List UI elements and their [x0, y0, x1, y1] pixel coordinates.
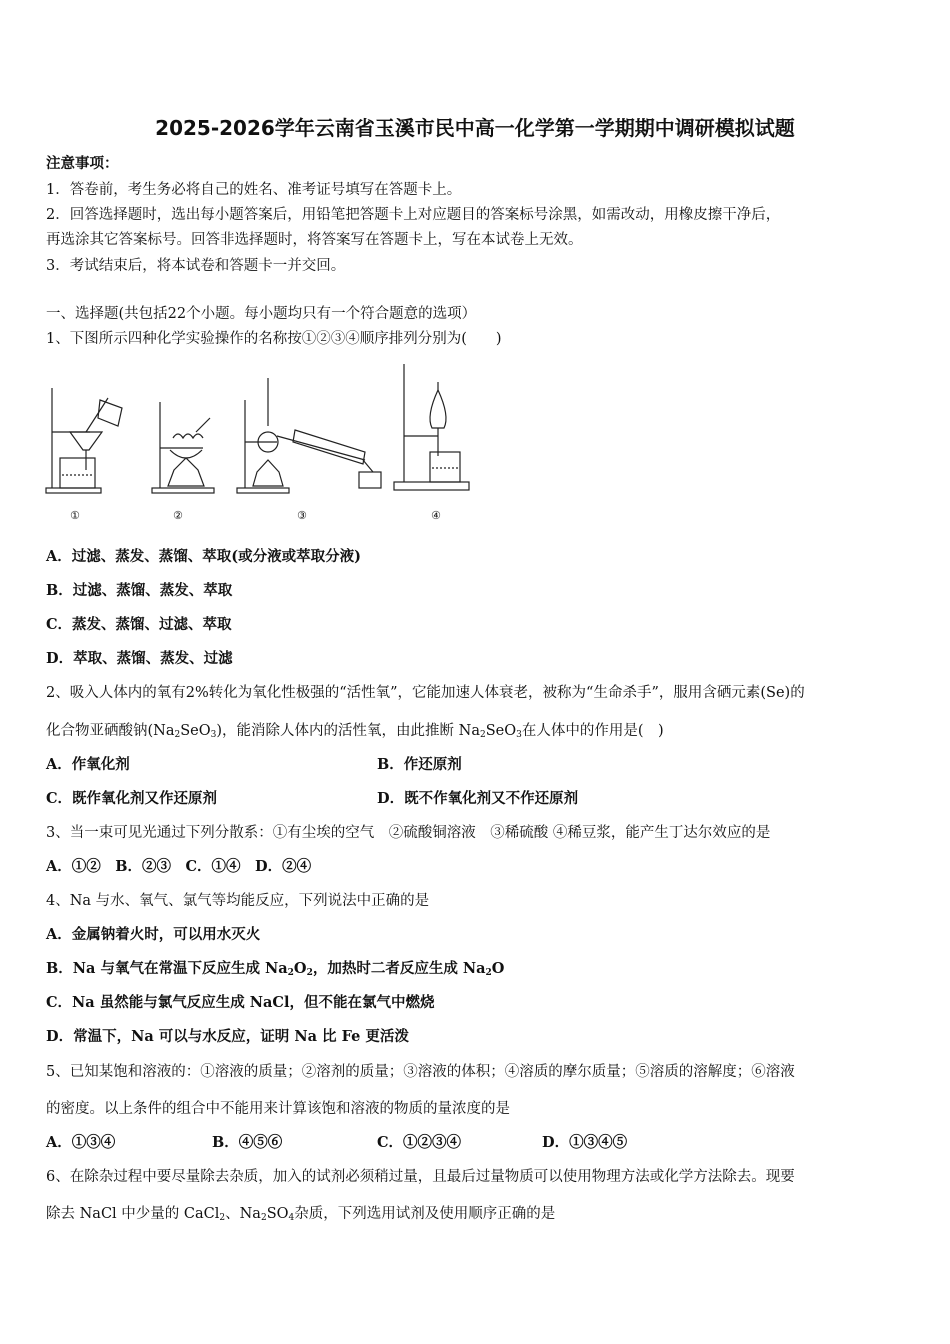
q1-option-a: A．过滤、蒸发、蒸馏、萃取(或分液或萃取分液) — [46, 548, 361, 565]
figure-caption-4: ④ — [431, 509, 441, 522]
question-6-stem-line2: 除去 NaCl 中少量的 CaCl$_2$、$Na_2SO_4$杂质，下列选用试剂及使用顺序正确的是 — [46, 1206, 556, 1223]
q4-option-b: B．Na 与氧气在常温下反应生成 $Na_2O_2$，加热时二者反应生成 $Na_2O$ — [46, 960, 505, 978]
q2-option-c: C．既作氧化剂又作还原剂 — [46, 790, 218, 807]
figure-caption-2: ② — [173, 509, 183, 522]
section-heading: 一、选择题(共包括22个小题。每小题均只有一个符合题意的选项） — [46, 306, 477, 322]
q1-option-c: C．蒸发、蒸馏、过滤、萃取 — [46, 616, 232, 633]
q5-option-d: D．①③④⑤ — [542, 1134, 628, 1151]
figure-caption-1: ① — [70, 509, 80, 522]
question-1-stem: 1、下图所示四种化学实验操作的名称按①②③④顺序排列分别为( ) — [46, 331, 502, 347]
q2-option-b: B．作还原剂 — [377, 756, 462, 773]
question-2-stem-line1: 2、吸入人体内的氧有2%转化为氧化性极强的“活性氧”，它能加速人体衰老，被称为“生命杀手”，服用含硒元素(Se)的 — [46, 685, 805, 701]
question-4-stem: 4、Na 与水、氧气、氯气等均能反应，下列说法中正确的是 — [46, 893, 430, 909]
q1-option-b: B．过滤、蒸馏、蒸发、萃取 — [46, 582, 233, 599]
page-title: 2025-2026学年云南省玉溪市民中高一化学第一学期期中调研模拟试题 — [155, 116, 795, 140]
filtration-apparatus — [46, 388, 122, 493]
question-5-stem-line1: 5、已知某饱和溶液的：①溶液的质量；②溶剂的质量；③溶液的体积；④溶质的摩尔质量；⑤溶质的溶解度；⑥溶液 — [46, 1064, 795, 1080]
question-3-stem: 3、当一束可见光通过下列分散系：①有尘埃的空气 ②硫酸铜溶液 ③稀硫酸 ④稀豆浆，能产生丁达尔效应的是 — [46, 825, 771, 841]
notice-item-2: 2．回答选择题时，选出每小题答案后，用铅笔把答题卡上对应题目的答案标号涂黑，如需改动，用橡皮擦干净后， — [46, 207, 781, 223]
evaporation-apparatus — [152, 402, 214, 493]
q4-option-d: D．常温下，Na 可以与水反应，证明 Na 比 Fe 更活泼 — [46, 1028, 409, 1045]
notice-item-2-cont: 再选涂其它答案标号。回答非选择题时，将答案写在答题卡上，写在本试卷上无效。 — [46, 232, 583, 248]
apparatus-figure — [40, 360, 480, 500]
distillation-apparatus — [237, 378, 381, 493]
question-5-stem-line2: 的密度。以上条件的组合中不能用来计算该饱和溶液的物质的量浓度的是 — [46, 1101, 510, 1117]
q2-option-a: A．作氧化剂 — [46, 756, 130, 773]
q4-option-c: C．Na 虽然能与氯气反应生成 NaCl，但不能在氯气中燃烧 — [46, 994, 435, 1011]
q2-option-d: D．既不作氧化剂又不作还原剂 — [377, 790, 579, 807]
q5-option-c: C．①②③④ — [377, 1134, 462, 1151]
q1-option-d: D．萃取、蒸馏、蒸发、过滤 — [46, 650, 233, 667]
notice-item-1: 1．答卷前，考生务必将自己的姓名、准考证号填写在答题卡上。 — [46, 182, 462, 198]
figure-caption-3: ③ — [297, 509, 307, 522]
notice-heading: 注意事项： — [46, 155, 119, 172]
notice-item-3: 3．考试结束后，将本试卷和答题卡一并交回。 — [46, 258, 346, 274]
q5-option-b: B．④⑤⑥ — [212, 1134, 283, 1151]
q4-option-a: A．金属钠着火时，可以用水灭火 — [46, 926, 261, 943]
question-2-stem-line2: 化合物亚硒酸钠$(Na_2SeO_3)$，能消除人体内的活性氧，由此推断 $Na_2SeO_3$在人体中的作用是( ) — [46, 723, 664, 740]
separatory-funnel-apparatus — [394, 364, 469, 490]
q3-options: A．①② B．②③ C．①④ D．②④ — [46, 858, 312, 875]
question-6-stem-line1: 6、在除杂过程中要尽量除去杂质，加入的试剂必须稍过量，且最后过量物质可以使用物理方法或化学方法除去。现要 — [46, 1169, 795, 1185]
q5-option-a: A．①③④ — [46, 1134, 116, 1151]
